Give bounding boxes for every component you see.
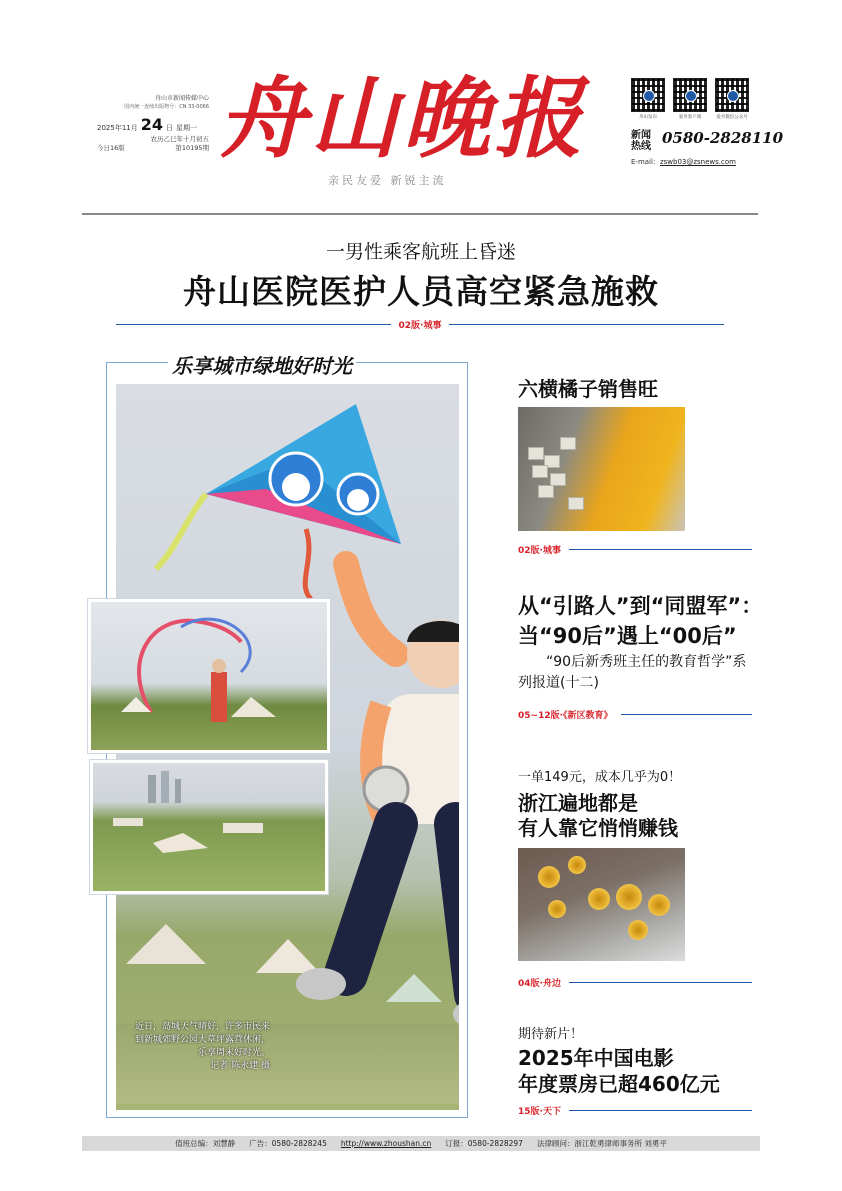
cn-number: 国内统一连续出版物号：CN 33-0066	[124, 104, 209, 110]
story-kicker-film: 期待新片！	[518, 1027, 584, 1042]
issue-number: 第10195期	[175, 144, 209, 152]
photo-frame-right	[467, 362, 468, 1118]
publication-info	[97, 94, 209, 153]
footer-bar	[82, 1136, 760, 1151]
story-page-reference[interactable]: 15版·天下	[518, 1104, 752, 1117]
qr-code[interactable]: 爱舟客户端	[672, 78, 708, 120]
footer-url-link[interactable]: http://www.zhoushan.cn	[340, 1139, 432, 1148]
qr-code[interactable]: 舟山发布	[630, 78, 666, 120]
story-title-flowers-2[interactable]: 有人靠它悄悄赚钱	[518, 816, 678, 840]
qr-code-group	[630, 78, 750, 120]
footer-legal: 法律顾问：浙江乾勇律师事务所 刘勇平	[536, 1139, 667, 1148]
qr-code-icon	[631, 78, 665, 112]
page-count: 今日16版	[97, 144, 125, 152]
masthead-divider	[82, 213, 758, 215]
hotline-number[interactable]: 0580-2828110	[662, 129, 784, 147]
inset-photo-lawn	[90, 760, 328, 894]
masthead-slogan: 亲民友爱 新锐主流	[328, 174, 447, 187]
story-description-education: “90后新秀班主任的教育哲学”系列报道(十二)	[518, 654, 747, 691]
story-title-film-2[interactable]: 年度票房已超460亿元	[518, 1072, 720, 1096]
flowers-photo	[518, 848, 685, 961]
photo-feature-title: 乐享城市绿地好时光	[168, 350, 356, 379]
weekday: 星期一	[176, 124, 197, 132]
photo-caption: 近日，岛城天气晴好，许多市民来到新城郊野公园大草坪露营休闲，乐享周末好时光。 记者 陈永建 摄	[130, 1021, 270, 1073]
story-title-oranges[interactable]: 六横橘子销售旺	[518, 377, 658, 401]
lead-kicker: 一男性乘客航班上昏迷	[325, 241, 516, 263]
lead-headline[interactable]: 舟山医院医护人员高空紧急施救	[183, 272, 659, 311]
story-page-reference[interactable]: 04版·舟边	[518, 976, 752, 989]
story-title-education-1[interactable]: 从“引路人”到“同盟军”：	[518, 594, 763, 618]
lead-page-reference[interactable]: 02版·城事	[116, 318, 724, 331]
masthead-title: 舟山晚报	[218, 66, 587, 170]
footer-subscribe: 订报：0580-2828297	[445, 1139, 523, 1148]
photo-frame-bottom	[106, 1117, 468, 1118]
email-link[interactable]: zswb03@zsnews.com	[659, 158, 736, 166]
issue-day: 24	[140, 115, 163, 134]
lunar-date: 农历乙巳年十月初五	[150, 135, 209, 143]
inset-photo-ribbon	[88, 599, 330, 753]
story-page-reference[interactable]: 02版·城事	[518, 543, 752, 556]
story-title-education-2[interactable]: 当“90后”遇上“00后”	[518, 624, 737, 648]
qr-code-icon	[673, 78, 707, 112]
oranges-photo	[518, 407, 685, 531]
story-kicker-flowers: 一单149元，成本几乎为0！	[518, 770, 682, 785]
story-title-flowers-1[interactable]: 浙江遍地都是	[518, 791, 638, 815]
story-page-reference[interactable]: 05~12版·《新区教育》	[518, 708, 752, 721]
photo-credit: 记者 陈永建 摄	[210, 1061, 270, 1071]
footer-ad: 广告：0580-2828245	[249, 1139, 327, 1148]
email-line: E-mail：zswb03@zsnews.com	[631, 158, 736, 166]
qr-code[interactable]: 爱舟微信公众号	[714, 78, 750, 120]
publisher-name: 舟山市新闻传媒中心	[154, 95, 209, 102]
footer-editor: 值班总编：刘慧静	[175, 1139, 236, 1148]
qr-code-icon	[715, 78, 749, 112]
issue-date: 2025年11月 24 日 星期一	[97, 115, 197, 134]
hotline-label: 新闻热线	[631, 130, 651, 152]
story-title-film-1[interactable]: 2025年中国电影	[518, 1046, 674, 1070]
